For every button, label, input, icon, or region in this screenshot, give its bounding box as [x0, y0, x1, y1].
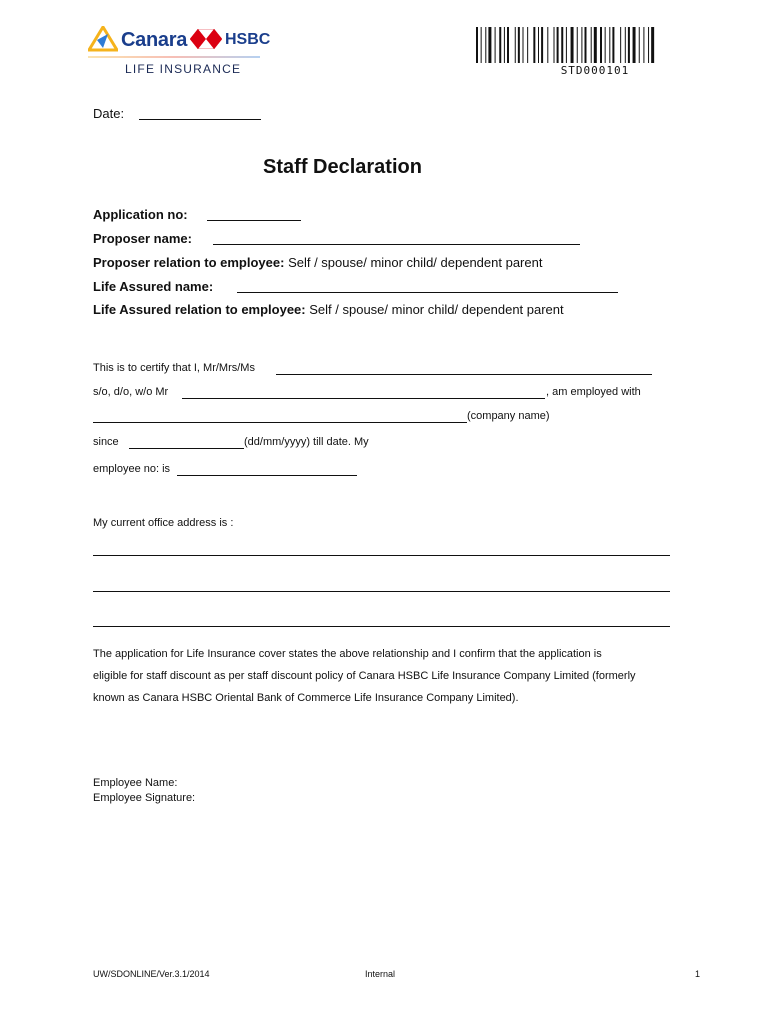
life-assured-relation-options[interactable]: Self / spouse/ minor child/ dependent parent	[309, 302, 564, 317]
confirmation-line-3: known as Canara HSBC Oriental Bank of Commerce Life Insurance Company Limited).	[93, 692, 519, 704]
proposer-name-field[interactable]	[213, 244, 580, 245]
application-no-label: Application no:	[93, 207, 188, 222]
footer-classification: Internal	[365, 969, 396, 979]
brand-partner: HSBC	[225, 31, 271, 48]
application-no-field[interactable]	[207, 220, 301, 221]
certify-line-4-prefix: since	[93, 436, 119, 448]
address-label: My current office address is :	[93, 517, 234, 529]
life-assured-relation-row	[93, 302, 564, 317]
confirmation-paragraph	[93, 643, 683, 709]
certify-line-2-suffix: , am employed with	[546, 386, 641, 398]
life-assured-relation-label: Life Assured relation to employee:	[93, 302, 306, 317]
life-assured-name-field[interactable]	[237, 292, 618, 293]
confirmation-line-2: eligible for staff discount as per staff discount policy of Canara HSBC Life Insurance Company Limited (formerly	[93, 670, 636, 682]
proposer-relation-row	[93, 255, 542, 270]
proposer-relation-options[interactable]: Self / spouse/ minor child/ dependent parent	[288, 255, 543, 270]
proposer-relation-label: Proposer relation to employee:	[93, 255, 285, 270]
employee-number-field[interactable]	[177, 475, 357, 476]
page-title: Staff Declaration	[263, 156, 422, 178]
date-field[interactable]	[139, 119, 261, 120]
brand-subtitle: LIFE INSURANCE	[125, 62, 242, 76]
certify-line-5: employee no: is	[93, 463, 171, 475]
company-logo	[88, 22, 271, 80]
address-line-3-field[interactable]	[93, 626, 670, 627]
employee-name-label: Employee Name:	[93, 777, 178, 789]
certify-line-2-prefix: s/o, d/o, w/o Mr	[93, 386, 169, 398]
barcode-number: STD000101	[560, 64, 630, 77]
employee-signature-label: Employee Signature:	[93, 792, 196, 804]
address-line-1-field[interactable]	[93, 555, 670, 556]
certify-line-4-suffix: (dd/mm/yyyy) till date. My	[244, 436, 369, 448]
proposer-name-label: Proposer name:	[93, 231, 192, 246]
barcode-icon	[476, 27, 714, 63]
life-assured-name-label: Life Assured name:	[93, 279, 214, 294]
address-line-2-field[interactable]	[93, 591, 670, 592]
brand-name: Canara	[121, 29, 188, 51]
parent-name-field[interactable]	[182, 398, 545, 399]
canara-logo-icon	[88, 26, 118, 52]
hsbc-hexagon-icon	[190, 29, 222, 49]
confirmation-line-1: The application for Life Insurance cover states the above relationship and I confirm that the application is	[93, 648, 602, 660]
logo-divider	[88, 56, 260, 58]
company-name-field[interactable]	[93, 422, 467, 423]
employee-name-field[interactable]	[276, 374, 652, 375]
employment-date-field[interactable]	[129, 448, 244, 449]
footer-page-number: 1	[695, 969, 701, 979]
date-label: Date:	[93, 106, 125, 121]
footer-doc-ref: UW/SDONLINE/Ver.3.1/2014	[93, 969, 210, 979]
certify-line-3-suffix: (company name)	[467, 410, 550, 422]
certify-line-1: This is to certify that I, Mr/Mrs/Ms	[93, 362, 255, 374]
